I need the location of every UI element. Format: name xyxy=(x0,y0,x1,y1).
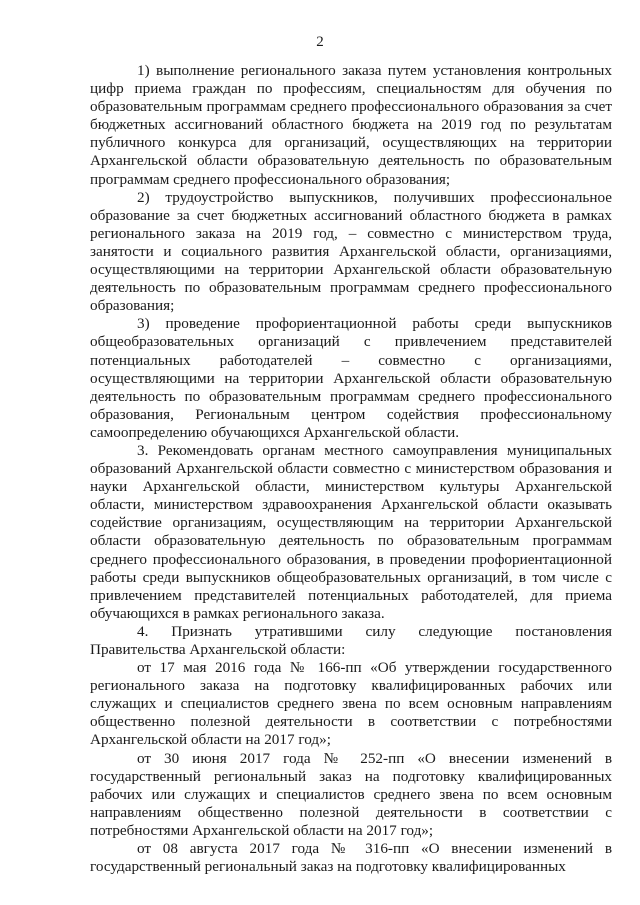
paragraph-item-2-employment: 2) трудоустройство выпускников, получивших профессиональное образование за счет бюджетных ассигнований областного бюджета в рамках регионального заказа на 2019 год, – совместно с министерством труда, занятости и социального развития Архангельской области, организациями, осуществляющими на территории Архангельской области образовательную деятельность по образовательным программам среднего профессионального образования; xyxy=(90,188,612,315)
paragraph-repealed-resolution-252: от 30 июня 2017 года № 252-пп «О внесении изменений в государственный региональный заказ на подготовку квалифицированных рабочих или служащих и специалистов среднего звена по всем основным направлениям общественно полезной деятельности в соответствии с потребностями Архангельской области на 2017 год»; xyxy=(90,749,612,839)
page-number: 2 xyxy=(316,34,324,50)
paragraph-item-3-career-guidance: 3) проведение профориентационной работы среди выпускников общеобразовательных организаций с привлечением представителей потенциальных работодателей – совместно с организациями, осуществляющими на территории Архангельской области образовательную деятельность по образовательным программам среднего профессионального образования, Региональным центром содействия профессиональному самоопределению обучающихся Архангельской области. xyxy=(90,315,612,441)
paragraph-clause-3-recommendation: 3. Рекомендовать органам местного самоуправления муниципальных образований Архангельской области совместно с министерством образования и науки Архангельской области, министерством культуры Архангельской области, министерством здравоохранения Архангельской области оказывать содействие организациям, осуществляющим на территории Архангельской области образовательную деятельность по образовательным программам среднего профессионального образования, в проведении профориентационной работы среди выпускников общеобразовательных организаций, в том числе с привлечением представителей потенциальных работодателей, для приема обучающихся в рамках регионального заказа. xyxy=(90,441,612,622)
paragraph-item-1-results-order: 1) выполнение регионального заказа путем установления контрольных цифр приема граждан по профессиям, специальностям для обучения по образовательным программам среднего профессионального образования за счет бюджетных ассигнований областного бюджета на 2019 год по результатам публичного конкурса для организаций, осуществляющих на территории Архангельской области образовательную деятельность по образовательным программам среднего профессионального образования; xyxy=(90,62,612,188)
paragraph-repealed-resolution-166: от 17 мая 2016 года № 166-пп «Об утверждении государственного регионального заказа на подготовку квалифицированных рабочих или служащих и специалистов среднего звена по всем основным направлениям общественно полезной деятельности в соответствии с потребностями Архангельской области на 2017 год»; xyxy=(90,659,612,749)
document-body xyxy=(90,62,612,876)
paragraph-repealed-resolution-316: от 08 августа 2017 года № 316-пп «О внесении изменений в государственный региональный заказ на подготовку квалифицированных xyxy=(90,840,612,876)
paragraph-clause-4-repeal: 4. Признать утратившими силу следующие постановления Правительства Архангельской области: xyxy=(90,622,612,658)
